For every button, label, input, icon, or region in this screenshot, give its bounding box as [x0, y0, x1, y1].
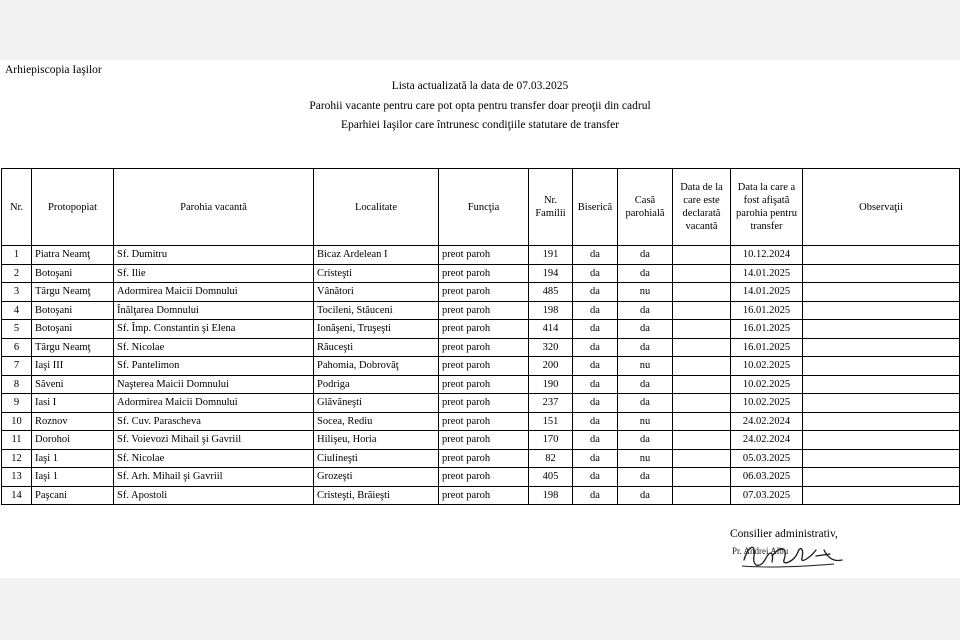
- cell-protopopiat: Târgu Neamţ: [32, 283, 114, 302]
- cell-observatii: [803, 283, 960, 302]
- cell-functia: preot paroh: [439, 320, 529, 339]
- table-row: [2, 375, 960, 394]
- title-line-1: Lista actualizată la data de 07.03.2025: [391, 80, 569, 92]
- handwritten-signature: [738, 536, 848, 572]
- cell-functia: preot paroh: [439, 357, 529, 376]
- header-biserica: Biserică: [573, 169, 618, 246]
- table-row: [2, 301, 960, 320]
- cell-functia: preot paroh: [439, 375, 529, 394]
- cell-protopopiat: Piatra Neamţ: [32, 246, 114, 265]
- table-row: [2, 357, 960, 376]
- cell-functia: preot paroh: [439, 264, 529, 283]
- cell-parohia: Înălţarea Domnului: [114, 301, 314, 320]
- cell-nr-familii: 320: [529, 338, 573, 357]
- cell-protopopiat: Botoşani: [32, 301, 114, 320]
- header-nr: Nr.: [2, 169, 32, 246]
- header-protopopiat: Protopopiat: [32, 169, 114, 246]
- cell-parohia: Sf. Dumitru: [114, 246, 314, 265]
- cell-biserica: da: [573, 320, 618, 339]
- table-row: [2, 468, 960, 487]
- cell-nr: 7: [2, 357, 32, 376]
- cell-nr: 6: [2, 338, 32, 357]
- cell-protopopiat: Săveni: [32, 375, 114, 394]
- cell-functia: preot paroh: [439, 394, 529, 413]
- cell-observatii: [803, 357, 960, 376]
- cell-biserica: da: [573, 468, 618, 487]
- cell-casa-parohiala: da: [618, 394, 673, 413]
- cell-data-vacanta: [673, 375, 731, 394]
- cell-nr: 5: [2, 320, 32, 339]
- cell-protopopiat: Dorohoi: [32, 431, 114, 450]
- cell-biserica: da: [573, 449, 618, 468]
- cell-nr-familii: 191: [529, 246, 573, 265]
- cell-data-afisare: 14.01.2025: [731, 283, 803, 302]
- cell-parohia: Adormirea Maicii Domnului: [114, 283, 314, 302]
- cell-parohia: Sf. Voievozi Mihail şi Gavriil: [114, 431, 314, 450]
- cell-parohia: Sf. Nicolae: [114, 449, 314, 468]
- cell-parohia: Sf. Apostoli: [114, 486, 314, 505]
- cell-observatii: [803, 394, 960, 413]
- cell-data-afisare: 10.02.2025: [731, 357, 803, 376]
- cell-nr: 10: [2, 412, 32, 431]
- cell-casa-parohiala: da: [618, 431, 673, 450]
- cell-nr: 2: [2, 264, 32, 283]
- cell-functia: preot paroh: [439, 283, 529, 302]
- cell-localitate: Podriga: [314, 375, 439, 394]
- cell-parohia: Sf. Arh. Mihail şi Gavriil: [114, 468, 314, 487]
- cell-protopopiat: Târgu Neamţ: [32, 338, 114, 357]
- cell-nr-familii: 200: [529, 357, 573, 376]
- cell-casa-parohiala: da: [618, 320, 673, 339]
- cell-casa-parohiala: nu: [618, 449, 673, 468]
- cell-biserica: da: [573, 394, 618, 413]
- cell-parohia: Naşterea Maicii Domnului: [114, 375, 314, 394]
- cell-data-afisare: 10.12.2024: [731, 246, 803, 265]
- cell-observatii: [803, 264, 960, 283]
- cell-protopopiat: Iaşi 1: [32, 468, 114, 487]
- cell-observatii: [803, 301, 960, 320]
- table-row: [2, 338, 960, 357]
- cell-localitate: Tocileni, Stăuceni: [314, 301, 439, 320]
- cell-data-afisare: 24.02.2024: [731, 412, 803, 431]
- cell-localitate: Glăvăneşti: [314, 394, 439, 413]
- cell-data-vacanta: [673, 431, 731, 450]
- cell-data-vacanta: [673, 394, 731, 413]
- cell-parohia: Sf. Nicolae: [114, 338, 314, 357]
- header-functia: Funcţia: [439, 169, 529, 246]
- cell-observatii: [803, 246, 960, 265]
- cell-data-vacanta: [673, 301, 731, 320]
- cell-nr-familii: 198: [529, 301, 573, 320]
- cell-biserica: da: [573, 338, 618, 357]
- cell-nr-familii: 151: [529, 412, 573, 431]
- cell-data-vacanta: [673, 320, 731, 339]
- cell-nr: 12: [2, 449, 32, 468]
- signatory-name: Pr. Andrei Albu: [732, 546, 789, 556]
- cell-protopopiat: Paşcani: [32, 486, 114, 505]
- cell-localitate: Bicaz Ardelean I: [314, 246, 439, 265]
- cell-data-afisare: 16.01.2025: [731, 301, 803, 320]
- header-data-vacanta: Data de la care este declarată vacantă: [673, 169, 731, 246]
- cell-biserica: da: [573, 264, 618, 283]
- cell-casa-parohiala: nu: [618, 357, 673, 376]
- table-row: [2, 449, 960, 468]
- cell-nr-familii: 82: [529, 449, 573, 468]
- cell-casa-parohiala: da: [618, 246, 673, 265]
- cell-parohia: Sf. Împ. Constantin şi Elena: [114, 320, 314, 339]
- table-row: [2, 264, 960, 283]
- cell-nr-familii: 237: [529, 394, 573, 413]
- cell-observatii: [803, 320, 960, 339]
- cell-biserica: da: [573, 357, 618, 376]
- table-header-row: [2, 169, 960, 246]
- cell-nr-familii: 414: [529, 320, 573, 339]
- header-parohia: Parohia vacantă: [114, 169, 314, 246]
- header-nr-familii: Nr. Familii: [529, 169, 573, 246]
- table-row: [2, 486, 960, 505]
- cell-data-afisare: 16.01.2025: [731, 320, 803, 339]
- cell-data-afisare: 06.03.2025: [731, 468, 803, 487]
- cell-data-vacanta: [673, 264, 731, 283]
- cell-observatii: [803, 449, 960, 468]
- cell-casa-parohiala: da: [618, 468, 673, 487]
- cell-data-vacanta: [673, 468, 731, 487]
- cell-localitate: Hilişeu, Horia: [314, 431, 439, 450]
- cell-data-afisare: 05.03.2025: [731, 449, 803, 468]
- cell-casa-parohiala: nu: [618, 412, 673, 431]
- cell-biserica: da: [573, 431, 618, 450]
- cell-data-vacanta: [673, 486, 731, 505]
- table-row: [2, 246, 960, 265]
- vacant-parishes-table: [1, 168, 960, 505]
- cell-observatii: [803, 486, 960, 505]
- cell-protopopiat: Botoşani: [32, 320, 114, 339]
- cell-casa-parohiala: nu: [618, 283, 673, 302]
- cell-data-vacanta: [673, 412, 731, 431]
- signatory-role: Consilier administrativ,: [730, 528, 838, 540]
- table-row: [2, 394, 960, 413]
- cell-biserica: da: [573, 412, 618, 431]
- cell-observatii: [803, 468, 960, 487]
- title-line-3: Eparhiei Iaşilor care întrunesc condiţiile statutare de transfer: [340, 119, 620, 131]
- cell-data-afisare: 24.02.2024: [731, 431, 803, 450]
- cell-data-afisare: 14.01.2025: [731, 264, 803, 283]
- header-observatii: Observaţii: [803, 169, 960, 246]
- cell-data-vacanta: [673, 357, 731, 376]
- cell-parohia: Sf. Pantelimon: [114, 357, 314, 376]
- cell-data-vacanta: [673, 338, 731, 357]
- cell-localitate: Vânători: [314, 283, 439, 302]
- cell-localitate: Pahomia, Dobrovăţ: [314, 357, 439, 376]
- cell-nr: 14: [2, 486, 32, 505]
- cell-observatii: [803, 431, 960, 450]
- title-line-2: Parohii vacante pentru care pot opta pentru transfer doar preoţii din cadrul: [309, 100, 651, 112]
- table-row: [2, 283, 960, 302]
- cell-biserica: da: [573, 283, 618, 302]
- cell-protopopiat: Iasi I: [32, 394, 114, 413]
- cell-data-afisare: 07.03.2025: [731, 486, 803, 505]
- cell-localitate: Socea, Rediu: [314, 412, 439, 431]
- cell-protopopiat: Botoşani: [32, 264, 114, 283]
- table-row: [2, 412, 960, 431]
- cell-functia: preot paroh: [439, 412, 529, 431]
- cell-nr: 9: [2, 394, 32, 413]
- cell-casa-parohiala: da: [618, 301, 673, 320]
- cell-nr-familii: 198: [529, 486, 573, 505]
- cell-functia: preot paroh: [439, 449, 529, 468]
- cell-localitate: Cristeşti: [314, 264, 439, 283]
- cell-data-vacanta: [673, 246, 731, 265]
- cell-localitate: Ionăşeni, Truşeşti: [314, 320, 439, 339]
- header-data-afisare: Data la care a fost afişată parohia pentru transfer: [731, 169, 803, 246]
- cell-parohia: Sf. Cuv. Parascheva: [114, 412, 314, 431]
- cell-biserica: da: [573, 486, 618, 505]
- cell-nr: 11: [2, 431, 32, 450]
- cell-functia: preot paroh: [439, 246, 529, 265]
- cell-protopopiat: Roznov: [32, 412, 114, 431]
- cell-casa-parohiala: da: [618, 264, 673, 283]
- cell-nr-familii: 194: [529, 264, 573, 283]
- cell-biserica: da: [573, 301, 618, 320]
- cell-localitate: Răuceşti: [314, 338, 439, 357]
- cell-biserica: da: [573, 246, 618, 265]
- cell-data-vacanta: [673, 283, 731, 302]
- cell-casa-parohiala: da: [618, 375, 673, 394]
- cell-observatii: [803, 412, 960, 431]
- cell-parohia: Sf. Ilie: [114, 264, 314, 283]
- cell-localitate: Cristeşti, Brăieşti: [314, 486, 439, 505]
- organization-name: Arhiepiscopia Iaşilor: [5, 64, 102, 76]
- cell-protopopiat: Iaşi III: [32, 357, 114, 376]
- cell-localitate: Grozeşti: [314, 468, 439, 487]
- cell-protopopiat: Iaşi 1: [32, 449, 114, 468]
- cell-data-vacanta: [673, 449, 731, 468]
- cell-data-afisare: 10.02.2025: [731, 394, 803, 413]
- cell-parohia: Adormirea Maicii Domnului: [114, 394, 314, 413]
- cell-nr-familii: 190: [529, 375, 573, 394]
- cell-nr: 8: [2, 375, 32, 394]
- cell-nr-familii: 170: [529, 431, 573, 450]
- cell-localitate: Ciulineşti: [314, 449, 439, 468]
- cell-functia: preot paroh: [439, 301, 529, 320]
- cell-nr: 4: [2, 301, 32, 320]
- cell-data-afisare: 16.01.2025: [731, 338, 803, 357]
- cell-data-afisare: 10.02.2025: [731, 375, 803, 394]
- header-localitate: Localitate: [314, 169, 439, 246]
- cell-casa-parohiala: da: [618, 486, 673, 505]
- cell-nr: 1: [2, 246, 32, 265]
- cell-nr: 3: [2, 283, 32, 302]
- cell-casa-parohiala: da: [618, 338, 673, 357]
- cell-observatii: [803, 338, 960, 357]
- cell-functia: preot paroh: [439, 431, 529, 450]
- header-casa-parohiala: Casă parohială: [618, 169, 673, 246]
- table-row: [2, 320, 960, 339]
- cell-biserica: da: [573, 375, 618, 394]
- cell-functia: preot paroh: [439, 486, 529, 505]
- document-page: [0, 60, 960, 578]
- cell-nr: 13: [2, 468, 32, 487]
- cell-nr-familii: 405: [529, 468, 573, 487]
- cell-observatii: [803, 375, 960, 394]
- table-row: [2, 431, 960, 450]
- cell-nr-familii: 485: [529, 283, 573, 302]
- cell-functia: preot paroh: [439, 338, 529, 357]
- cell-functia: preot paroh: [439, 468, 529, 487]
